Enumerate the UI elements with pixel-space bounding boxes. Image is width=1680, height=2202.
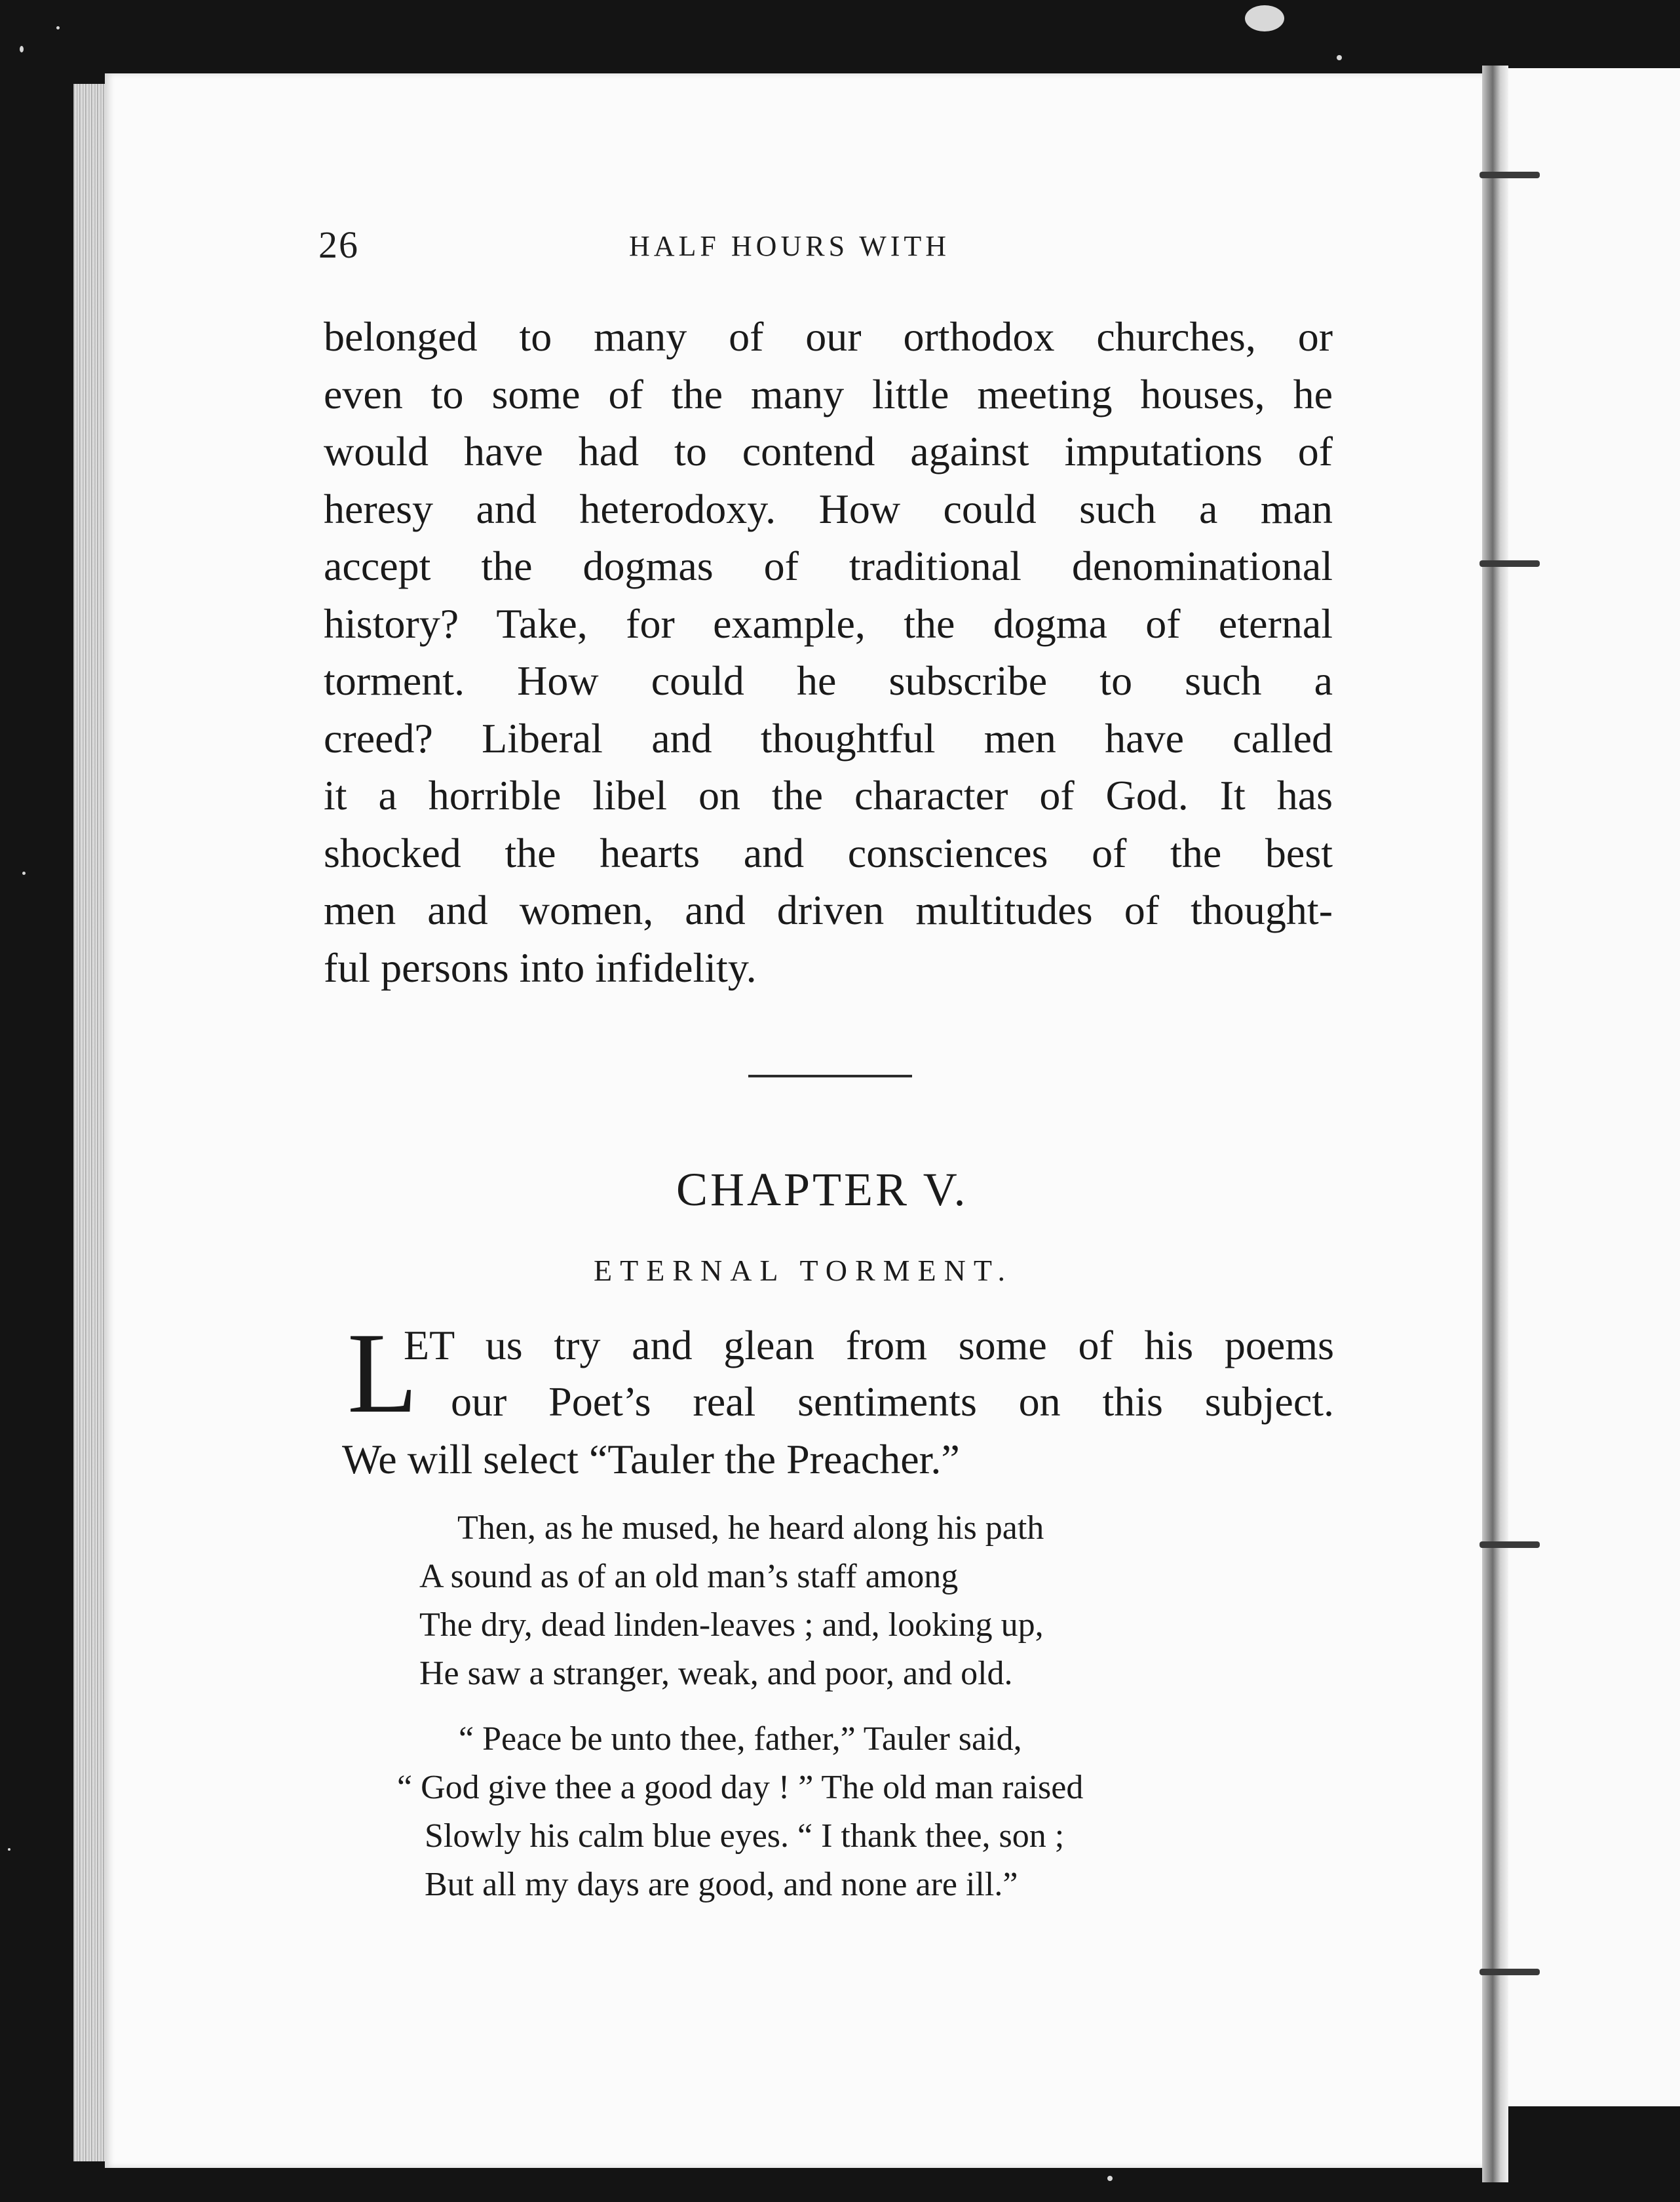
running-title: HALF HOURS WITH (629, 230, 951, 262)
paragraph-line: even to some of the many little meeting houses, he (324, 370, 1333, 417)
book-gutter (1482, 66, 1508, 2182)
intro-line: ET us try and glean from some of his poems (404, 1322, 1334, 1368)
body-paragraph (324, 308, 1333, 996)
binding-stitch (1480, 560, 1540, 567)
dust-speck (8, 1848, 10, 1851)
dust-speck (1107, 2176, 1113, 2181)
facing-page (1508, 68, 1680, 2106)
poem-line: “ Peace be unto thee, father,” Tauler said, (459, 1720, 1022, 1758)
poem-line: But all my days are good, and none are ill.” (425, 1866, 1018, 1903)
dust-speck (1245, 5, 1284, 31)
dust-speck (20, 46, 24, 52)
poem-line: He saw a stranger, weak, and poor, and old. (419, 1655, 1013, 1692)
poem-line: The dry, dead linden-leaves ; and, looking up, (419, 1606, 1044, 1644)
paragraph-line: shocked the hearts and consciences of the best (324, 829, 1333, 876)
paragraph-line: heresy and heterodoxy. How could such a man (324, 485, 1333, 532)
paragraph-line: belonged to many of our orthodox churches, or (324, 313, 1333, 360)
poem-line: A sound as of an old man’s staff among (419, 1558, 959, 1595)
dust-speck (56, 26, 60, 29)
paragraph-line: it a horrible libel on the character of God. It has (324, 772, 1333, 819)
chapter-intro (342, 1309, 1334, 1501)
paragraph-line: torment. How could he subscribe to such a (324, 657, 1333, 704)
binding-stitch (1480, 1969, 1540, 1975)
intro-line: our Poet’s real sentiments on this subject. (451, 1378, 1334, 1425)
section-divider-rule (748, 1075, 912, 1077)
binding-stitch (1480, 172, 1540, 178)
poem-line: Slowly his calm blue eyes. “ I thank thee, son ; (425, 1817, 1065, 1855)
intro-line: We will select “Tauler the Preacher.” (342, 1436, 960, 1482)
drop-cap: L (347, 1309, 418, 1437)
running-head (318, 223, 1341, 269)
chapter-subtitle: ETERNAL TORMENT. (594, 1254, 1014, 1287)
binding-stitch (1480, 1541, 1540, 1548)
paragraph-line: men and women, and driven multitudes of thought- (324, 887, 1333, 933)
page-number: 26 (318, 223, 359, 266)
paragraph-line: accept the dogmas of traditional denominational (324, 543, 1333, 589)
paragraph-line: ful persons into infidelity. (324, 944, 757, 991)
poem-line: Then, as he mused, he heard along his path (457, 1509, 1044, 1547)
poem-line: “ God give thee a good day ! ” The old man raised (397, 1769, 1084, 1806)
chapter-title: CHAPTER V. (676, 1163, 968, 1216)
dust-speck (1337, 55, 1342, 60)
dust-speck (22, 872, 26, 875)
paragraph-line: creed? Liberal and thoughtful men have called (324, 714, 1333, 762)
paragraph-line: would have had to contend against imputations of (324, 428, 1333, 474)
paragraph-line: history? Take, for example, the dogma of eternal (324, 600, 1333, 647)
